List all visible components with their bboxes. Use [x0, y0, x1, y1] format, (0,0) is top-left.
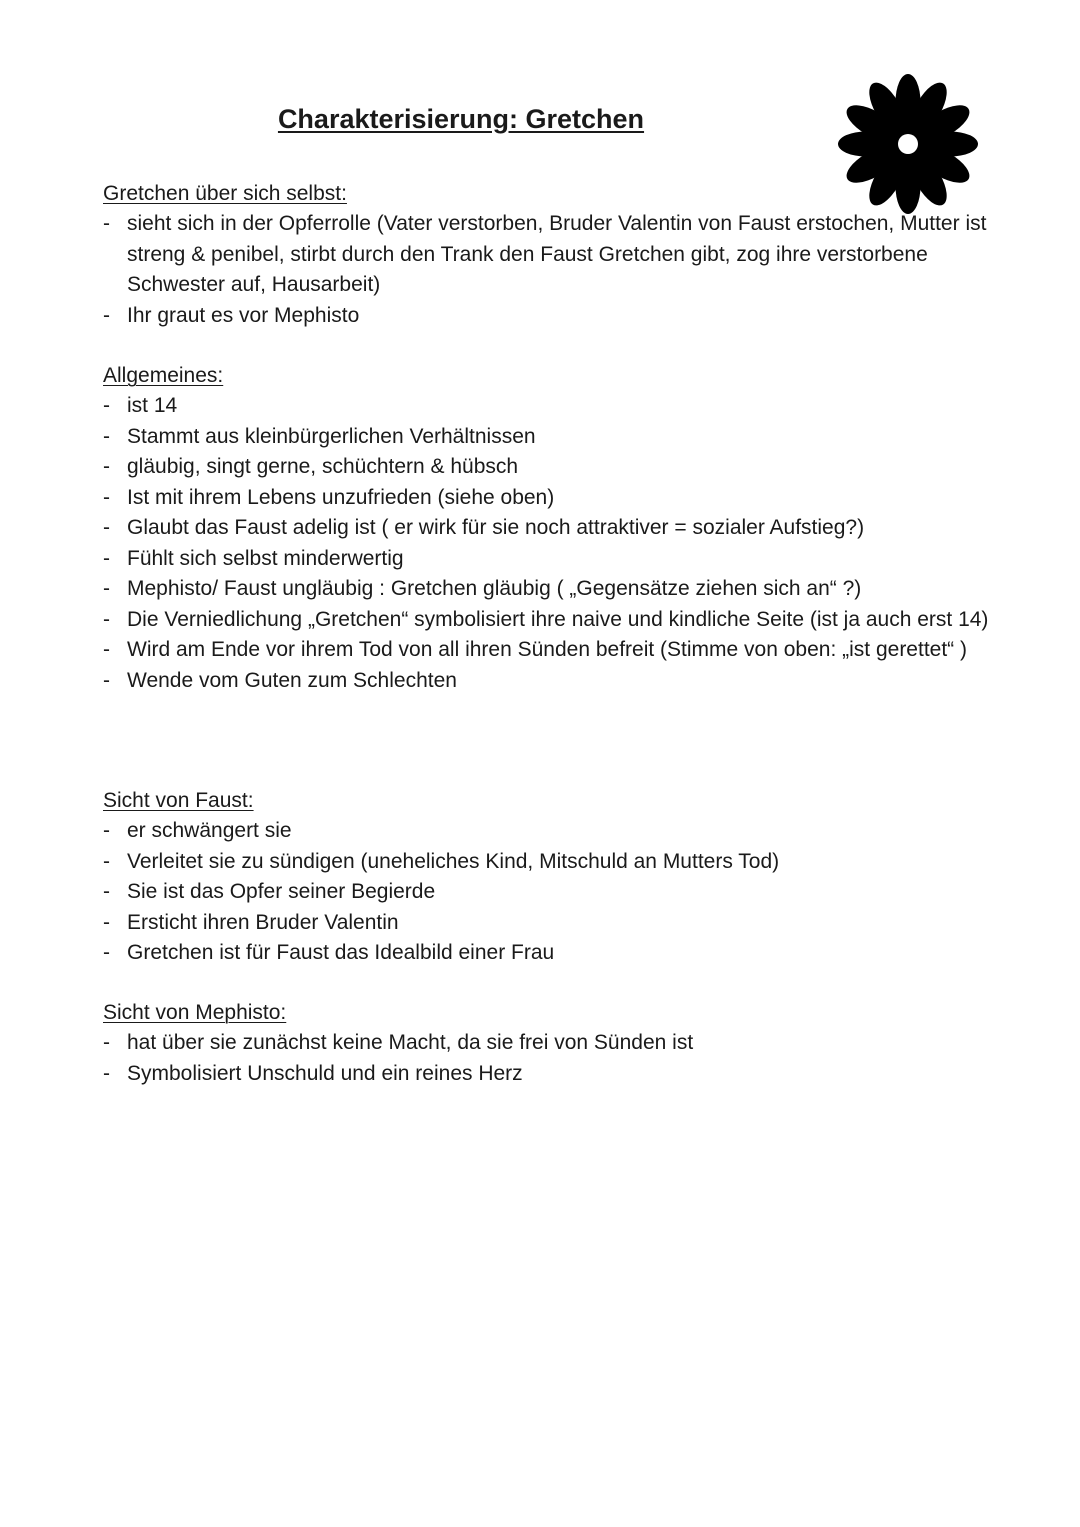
- list-item: [103, 908, 993, 939]
- bullet-list: [103, 1028, 993, 1089]
- list-item-text: Gretchen ist für Faust das Idealbild einer Frau: [127, 941, 555, 964]
- bullet-dash: -: [103, 849, 110, 873]
- section-sicht-faust: [103, 786, 993, 969]
- list-item: [103, 635, 993, 666]
- bullet-dash: -: [103, 303, 110, 327]
- bullet-dash: -: [103, 485, 110, 509]
- list-item-text: Symbolisiert Unschuld und ein reines Herz: [127, 1061, 523, 1085]
- page-title: Charakterisierung: Gretchen: [277, 104, 645, 134]
- list-item-text: Verleitet sie zu sündigen (uneheliches Kind, Mitschuld an Mutters Tod): [127, 849, 780, 873]
- bullet-dash: -: [103, 212, 110, 235]
- section-heading: Sicht von Mephisto:: [103, 1001, 287, 1024]
- section-heading: Sicht von Faust:: [103, 789, 254, 812]
- list-item: [103, 452, 993, 483]
- bullet-dash: -: [103, 607, 110, 631]
- list-item-text: Ersticht ihren Bruder Valentin: [127, 910, 399, 934]
- list-item-text: Fühlt sich selbst minderwertig: [127, 546, 404, 570]
- list-item: [103, 544, 993, 575]
- list-item: [103, 483, 993, 514]
- bullet-dash: -: [103, 880, 110, 903]
- bullet-list: [103, 209, 993, 331]
- list-item-text: Glaubt das Faust adelig ist ( er wirk für sie noch attraktiver = sozialer Aufstieg?): [127, 516, 865, 539]
- list-item: [103, 574, 993, 605]
- list-item: [103, 209, 993, 301]
- list-item-text: Wird am Ende vor ihrem Tod von all ihren Sünden befreit (Stimme von oben: „ist gerettet“ ): [127, 638, 967, 661]
- list-item: [103, 1059, 993, 1090]
- bullet-list: [103, 816, 993, 969]
- list-item: [103, 422, 993, 453]
- list-item: [103, 847, 993, 878]
- section-sicht-mephisto: [103, 998, 993, 1089]
- list-item: [103, 1028, 993, 1059]
- list-item: [103, 666, 993, 697]
- bullet-dash: -: [103, 819, 110, 842]
- list-item-text: Stammt aus kleinbürgerlichen Verhältnissen: [127, 424, 536, 448]
- section-heading: Gretchen über sich selbst:: [103, 182, 347, 205]
- list-item-text: Mephisto/ Faust ungläubig : Gretchen gläubig ( „Gegensätze ziehen sich an“ ?): [127, 577, 862, 600]
- bullet-dash: -: [103, 424, 110, 448]
- bullet-dash: -: [103, 638, 110, 661]
- list-item-text: Wende vom Guten zum Schlechten: [127, 668, 457, 692]
- list-item-text: Ihr graut es vor Mephisto: [127, 303, 360, 327]
- list-item: [103, 877, 993, 908]
- list-item-text: Ist mit ihrem Lebens unzufrieden (siehe oben): [127, 485, 555, 509]
- bullet-dash: -: [103, 910, 110, 934]
- bullet-dash: -: [103, 516, 110, 539]
- bullet-dash: -: [103, 668, 110, 692]
- list-item: [103, 816, 993, 847]
- bullet-dash: -: [103, 941, 110, 964]
- list-item-text: Die Verniedlichung „Gretchen“ symbolisiert ihre naive und kindliche Seite (ist ja auch erst 14): [127, 607, 989, 631]
- bullet-list: [103, 391, 993, 696]
- list-item-text: gläubig, singt gerne, schüchtern & hübsch: [127, 455, 519, 478]
- bullet-dash: -: [103, 394, 110, 417]
- list-item-text: Sie ist das Opfer seiner Begierde: [127, 880, 436, 903]
- list-item: [103, 301, 993, 332]
- list-item-text: ist 14: [127, 394, 178, 417]
- list-item-text: hat über sie zunächst keine Macht, da sie frei von Sünden ist: [127, 1031, 694, 1054]
- bullet-dash: -: [103, 546, 110, 570]
- list-item: [103, 391, 993, 422]
- section-allgemeines: [103, 361, 993, 696]
- list-item: [103, 605, 993, 636]
- section-gretchen-self: [103, 179, 993, 331]
- bullet-dash: -: [103, 1031, 110, 1054]
- list-item: [103, 513, 993, 544]
- list-item-text: er schwängert sie: [127, 819, 292, 842]
- list-item: [103, 938, 993, 969]
- section-heading: Allgemeines:: [103, 364, 224, 387]
- list-item-text: sieht sich in der Opferrolle (Vater verstorben, Bruder Valentin von Faust erstochen, Mutter ist streng & penibel, stirbt durch den Trank den Faust Gretchen gibt, zog ihre verstorbene Schwester auf, Hausarbeit): [127, 212, 987, 296]
- bullet-dash: -: [103, 1061, 110, 1085]
- bullet-dash: -: [103, 577, 110, 600]
- bullet-dash: -: [103, 455, 110, 478]
